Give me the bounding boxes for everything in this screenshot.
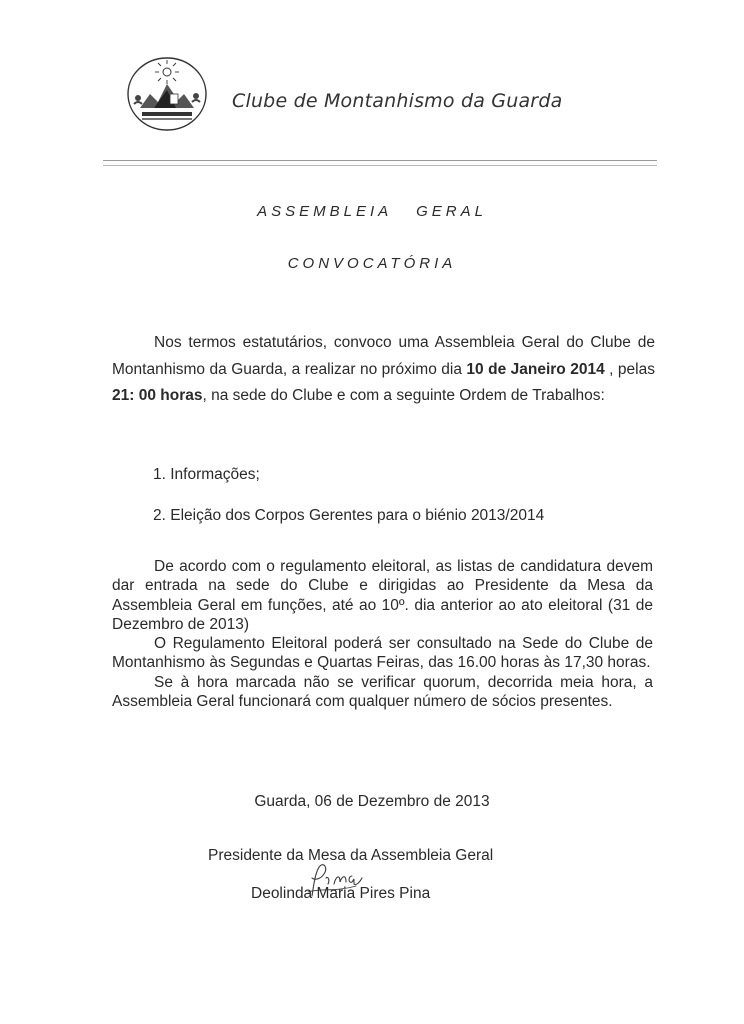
- mountaineering-club-emblem-icon: [126, 56, 208, 132]
- electoral-regulation-paragraph: O Regulamento Eleitoral poderá ser consultado na Sede do Clube de Montanhismo às Segundas e Quartas Feiras, das 16.00 horas às 17,30 horas.: [112, 635, 653, 672]
- signatory-role: Presidente da Mesa da Assembleia Geral: [208, 847, 494, 864]
- signatory-name: Deolinda Maria Pires Pina: [251, 885, 431, 902]
- document-subtitle: CONVOCATÓRIA: [287, 255, 457, 272]
- header-divider: [103, 160, 657, 166]
- document-title: ASSEMBLEIA GERAL: [257, 203, 487, 220]
- meeting-time: 21: 00 horas: [112, 387, 203, 404]
- handwritten-signature: [306, 862, 378, 902]
- intro-paragraph: [112, 330, 655, 410]
- intro-text-3: , na sede do Clube e com a seguinte Ordem de Trabalhos:: [202, 387, 605, 404]
- intro-text-2: , pelas: [604, 360, 655, 378]
- agenda-item: 2. Eleição dos Corpos Gerentes para o biénio 2013/2014: [153, 507, 545, 524]
- electoral-lists-paragraph: De acordo com o regulamento eleitoral, as listas de candidatura devem dar entrada na sede do Clube e dirigidas ao Presidente da Mesa da Assembleia Geral em funções, até ao 10º. dia anterior ao ato eleitoral (31 de Dezembro de 2013): [112, 558, 653, 633]
- agenda-item: 1. Informações;: [153, 466, 260, 483]
- meeting-date: 10 de Janeiro 2014: [466, 360, 605, 378]
- quorum-paragraph: Se à hora marcada não se verificar quorum, decorrida meia hora, a Assembleia Geral funcionará com qualquer número de sócios presentes.: [112, 673, 653, 711]
- intro-text-1: Nos termos estatutários, convoco uma Assembleia Geral do Clube de Montanhismo da Guarda, a realizar no próximo dia: [112, 334, 655, 378]
- organization-name: Clube de Montanhismo da Guarda: [232, 90, 563, 112]
- club-logo: [126, 56, 208, 132]
- place-and-date: Guarda, 06 de Dezembro de 2013: [254, 793, 490, 810]
- notice-body: [112, 557, 653, 711]
